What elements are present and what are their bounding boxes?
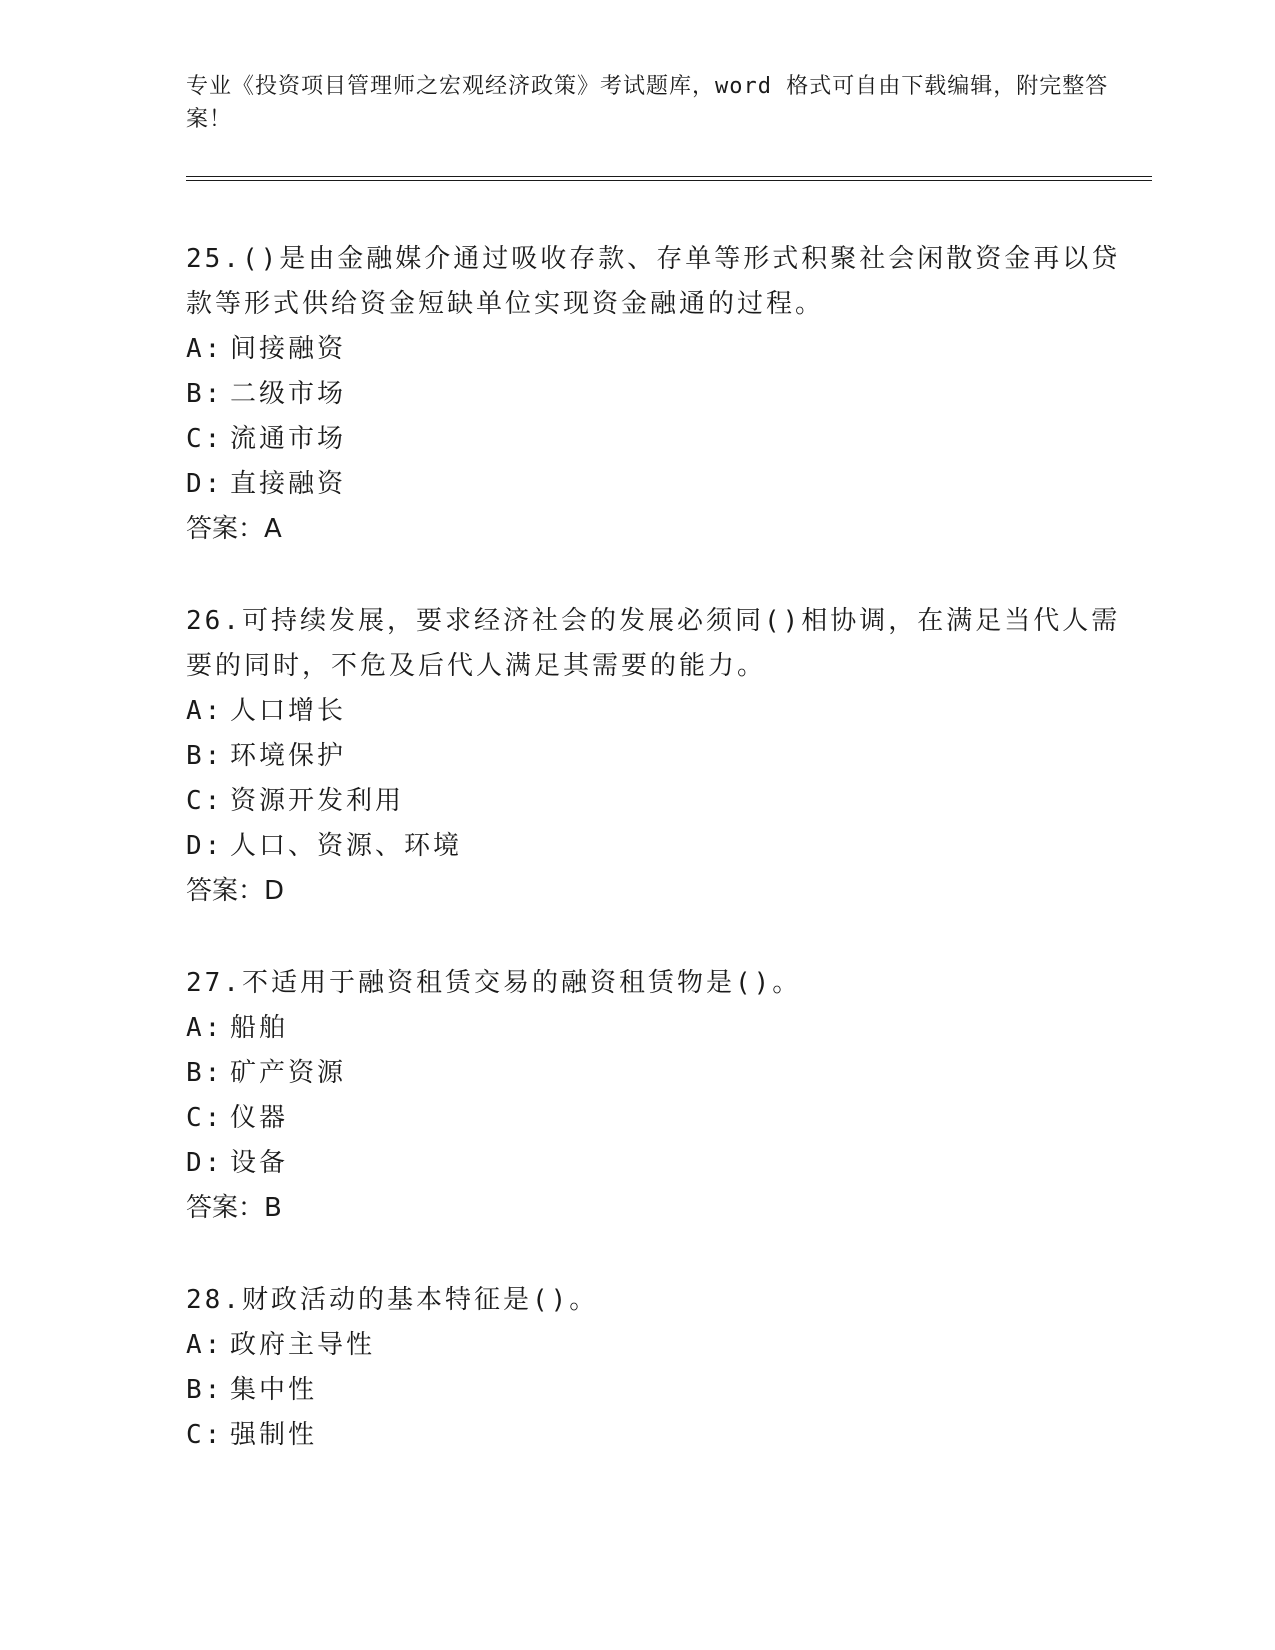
option-a bbox=[186, 1006, 1146, 1051]
option-letter: A: bbox=[186, 1013, 224, 1043]
option-b bbox=[186, 734, 1146, 779]
option-letter: B: bbox=[186, 1058, 224, 1088]
option-text: 人口、资源、环境 bbox=[230, 831, 463, 861]
option-text: 强制性 bbox=[230, 1420, 318, 1450]
option-letter: B: bbox=[186, 1375, 224, 1405]
option-letter: B: bbox=[186, 379, 224, 409]
question-25 bbox=[186, 237, 1146, 552]
option-letter: A: bbox=[186, 334, 224, 364]
divider-line-bottom bbox=[186, 180, 1152, 181]
header-divider bbox=[186, 176, 1152, 181]
option-b bbox=[186, 372, 1146, 417]
option-letter: A: bbox=[186, 1330, 224, 1360]
option-c bbox=[186, 417, 1146, 462]
option-b bbox=[186, 1051, 1146, 1096]
option-letter: C: bbox=[186, 1103, 224, 1133]
option-b bbox=[186, 1368, 1146, 1413]
question-stem: 25.()是由金融媒介通过吸收存款、存单等形式积聚社会闲散资金再以贷款等形式供给资金短缺单位实现资金融通的过程。 bbox=[186, 244, 1121, 319]
answer-line: 答案：A bbox=[186, 514, 282, 544]
option-letter: A: bbox=[186, 696, 224, 726]
option-a bbox=[186, 327, 1146, 372]
option-text: 人口增长 bbox=[230, 696, 347, 726]
option-text: 直接融资 bbox=[230, 469, 347, 499]
option-c bbox=[186, 1096, 1146, 1141]
option-d bbox=[186, 462, 1146, 507]
question-27 bbox=[186, 961, 1146, 1231]
option-letter: C: bbox=[186, 786, 224, 816]
question-28 bbox=[186, 1278, 1146, 1458]
option-letter: C: bbox=[186, 1420, 224, 1450]
option-c bbox=[186, 779, 1146, 824]
document-description: 专业《投资项目管理师之宏观经济政策》考试题库，word 格式可自由下载编辑，附完整答案！ bbox=[186, 74, 1109, 132]
option-letter: D: bbox=[186, 469, 224, 499]
option-letter: B: bbox=[186, 741, 224, 771]
option-letter: D: bbox=[186, 1148, 224, 1178]
divider-line-top bbox=[186, 176, 1152, 177]
option-text: 环境保护 bbox=[230, 741, 347, 771]
option-letter: D: bbox=[186, 831, 224, 861]
option-c bbox=[186, 1413, 1146, 1458]
answer-line: 答案：D bbox=[186, 876, 285, 906]
document-page bbox=[186, 70, 1146, 1505]
option-letter: C: bbox=[186, 424, 224, 454]
option-d bbox=[186, 824, 1146, 869]
option-text: 设备 bbox=[230, 1148, 289, 1178]
option-text: 集中性 bbox=[230, 1375, 318, 1405]
answer-line: 答案：B bbox=[186, 1193, 282, 1223]
option-text: 政府主导性 bbox=[230, 1330, 376, 1360]
option-text: 间接融资 bbox=[230, 334, 347, 364]
question-stem: 26.可持续发展，要求经济社会的发展必须同()相协调，在满足当代人需要的同时，不危及后代人满足其需要的能力。 bbox=[186, 606, 1121, 681]
question-26 bbox=[186, 599, 1146, 914]
option-text: 二级市场 bbox=[230, 379, 347, 409]
option-text: 资源开发利用 bbox=[230, 786, 405, 816]
option-d bbox=[186, 1141, 1146, 1186]
option-text: 矿产资源 bbox=[230, 1058, 347, 1088]
question-list bbox=[186, 237, 1146, 1458]
question-stem: 28.财政活动的基本特征是()。 bbox=[186, 1285, 599, 1315]
option-a bbox=[186, 689, 1146, 734]
question-stem: 27.不适用于融资租赁交易的融资租赁物是()。 bbox=[186, 968, 802, 998]
option-text: 船舶 bbox=[230, 1013, 289, 1043]
option-text: 流通市场 bbox=[230, 424, 347, 454]
option-a bbox=[186, 1323, 1146, 1368]
option-text: 仪器 bbox=[230, 1103, 289, 1133]
